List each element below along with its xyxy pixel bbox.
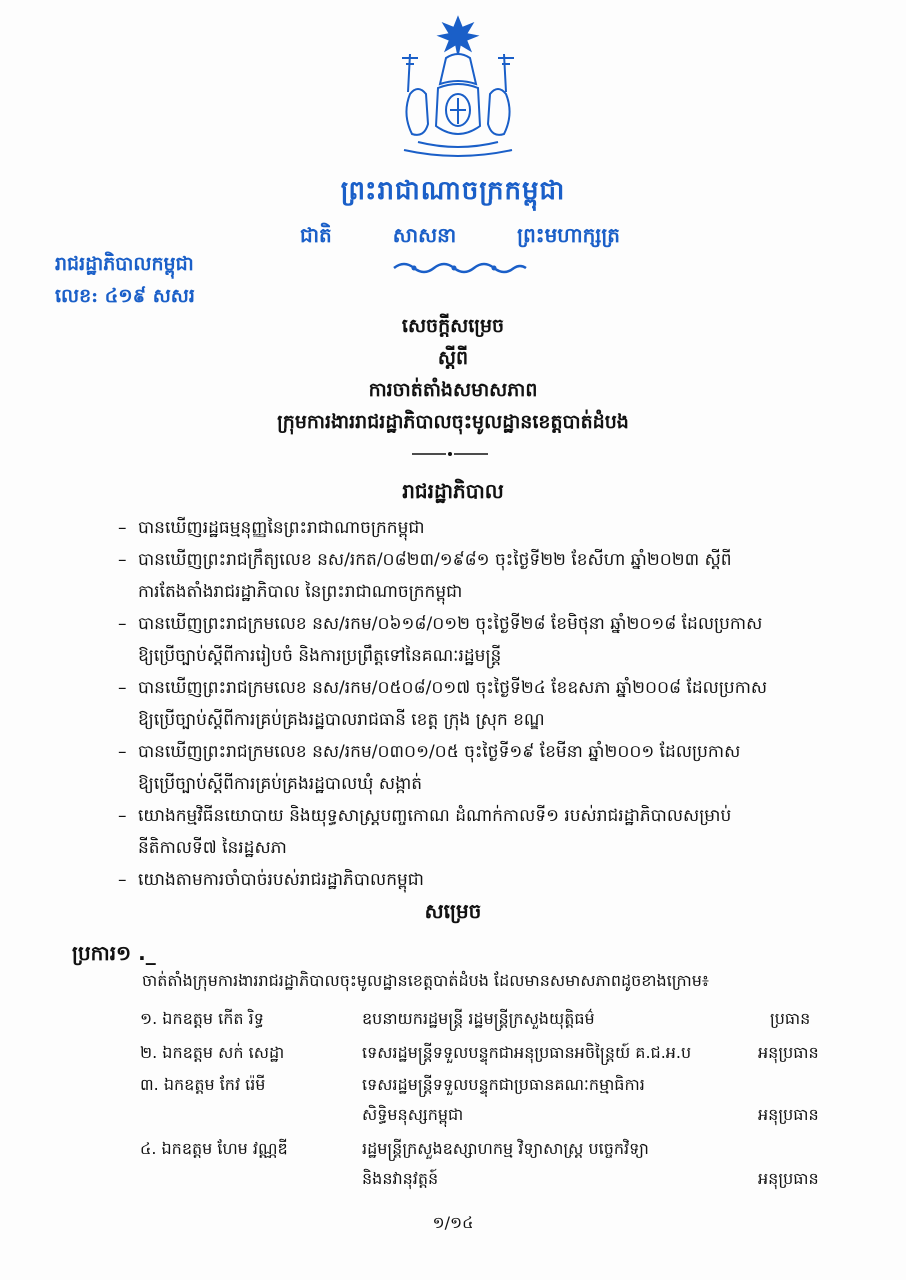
article-1-intro: ចាត់តាំងក្រុមការងាររាជរដ្ឋាភិបាលចុះមូលដ្ឋានខេត្តបាត់ដំបង ដែលមានសមាសភាពដូចខាងក្រោម៖	[142, 971, 709, 990]
list-item: – បានឃើញព្រះរាជក្រមលេខ នស/រកម/០៥០៨/០១៧ ចុះថ្ងៃទី២៤ ខែឧសភា ឆ្នាំ២០០៨ ដែលប្រកាស ឱ្យប្រើច្បាប់ស្តីពីការគ្រប់គ្រងរដ្ឋបាលរាជធានី ខេត្ត ក្រុង ស្រុក ខណ្ឌ	[118, 678, 768, 730]
member-4-title-cont: និងនវានុវត្តន៍	[362, 1169, 439, 1188]
list-item: – បានឃើញព្រះរាជក្រមលេខ នស/រកម/០៣០១/០៥ ចុះថ្ងៃទី១៩ ខែមីនា ឆ្នាំ២០០១ ដែលប្រកាស ឱ្យប្រើច្បាប់ស្តីពីការគ្រប់គ្រងរដ្ឋបាលឃុំ សង្កាត់	[118, 742, 741, 794]
member-3-role: អនុប្រធាន	[758, 1105, 819, 1124]
issuer-heading: រាជរដ្ឋាភិបាល	[402, 479, 504, 503]
list-item: – បានឃើញរដ្ឋធម្មនុញ្ញនៃព្រះរាជាណាចក្រកម្ពុជា	[118, 518, 425, 538]
list-item: – បានឃើញព្រះរាជក្រឹត្យលេខ នស/រកត/០៨២៣/១៩៨១ ចុះថ្ងៃទី២២ ខែសីហា ឆ្នាំ២០២៣ ស្តីពី ការតែងតាំងរាជរដ្ឋាភិបាល នៃព្រះរាជាណាចក្រកម្ពុជា	[118, 550, 732, 602]
subject-detail: ក្រុមការងាររាជរដ្ឋាភិបាលចុះមូលដ្ឋានខេត្តបាត់ដំបង	[277, 411, 629, 433]
member-4-title: រដ្ឋមន្ត្រីក្រសួងឧស្សាហកម្ម វិទ្យាសាស្ត្រ បច្ចេកវិទ្យា	[362, 1139, 649, 1158]
member-2-name: ២. ឯកឧត្តម សក់ សេដ្ឋា	[140, 1043, 285, 1062]
list-item: – បានឃើញព្រះរាជក្រមលេខ នស/រកម/០៦១៨/០១២ ចុះថ្ងៃទី២៨ ខែមិថុនា ឆ្នាំ២០១៨ ដែលប្រកាស ឱ្យប្រើច្បាប់ស្តីពីការរៀបចំ និងការប្រព្រឹត្តទៅនៃគណៈរដ្ឋមន្ត្រី	[118, 614, 763, 666]
article-1-heading: ប្រការ១ ._	[72, 941, 156, 965]
decision-heading: សម្រេច	[424, 899, 482, 923]
subject-line: ការចាត់តាំងសមាសភាព	[368, 379, 538, 401]
member-2-title: ទេសរដ្ឋមន្ត្រីទទួលបន្ទុកជាអនុប្រធានអចិន្ត្រៃយ៍ គ.ជ.អ.ប	[362, 1043, 692, 1062]
motto-king: ព្រះមហាក្សត្រ	[517, 223, 620, 247]
subject-label: ស្តីពី	[437, 347, 469, 369]
document-number: លេខ: ៤១៩ សសរ	[55, 285, 195, 307]
royal-arms-emblem	[388, 14, 528, 164]
separator-line	[410, 450, 490, 458]
member-3-name: ៣. ឯកឧត្តម កែវ រ៉េមី	[140, 1075, 266, 1094]
national-motto	[300, 222, 620, 252]
kingdom-title: ព្រះរាជាណាចក្រកម្ពុជា	[340, 176, 566, 206]
page-number: ១/១៤	[432, 1213, 474, 1232]
member-1-title: ឧបនាយករដ្ឋមន្ត្រី រដ្ឋមន្ត្រីក្រសួងយុត្តិធម៌	[362, 1009, 595, 1028]
member-2-role: អនុប្រធាន	[758, 1043, 819, 1062]
member-4-role: អនុប្រធាន	[758, 1169, 819, 1188]
decorative-ornament	[390, 258, 530, 278]
member-4-name: ៤. ឯកឧត្តម ហែម វណ្ណឌី	[140, 1139, 288, 1158]
list-item: – យោងតាមការចាំបាច់របស់រាជរដ្ឋាភិបាលកម្ពុជា	[118, 870, 424, 890]
decision-title: សេចក្តីសម្រេច	[401, 315, 505, 337]
member-3-title: ទេសរដ្ឋមន្ត្រីទទួលបន្ទុកជាប្រធានគណៈកម្មាធិការ	[362, 1075, 645, 1094]
member-3-title-cont: សិទ្ធិមនុស្សកម្ពុជា	[362, 1105, 464, 1124]
preamble-list	[118, 512, 848, 896]
motto-nation: ជាតិ	[300, 223, 332, 247]
member-1-role: ប្រធាន	[770, 1009, 811, 1028]
motto-religion: សាសនា	[392, 223, 457, 247]
list-item: – យោងកម្មវិធីនយោបាយ និងយុទ្ធសាស្ត្របញ្ចកោណ ដំណាក់កាលទី១ របស់រាជរដ្ឋាភិបាលសម្រាប់ នីតិកាលទី៧ នៃរដ្ឋសភា	[118, 806, 732, 858]
member-1-name: ១. ឯកឧត្តម កើត រិទ្ធ	[140, 1009, 264, 1028]
government-name: រាជរដ្ឋាភិបាលកម្ពុជា	[55, 253, 194, 275]
